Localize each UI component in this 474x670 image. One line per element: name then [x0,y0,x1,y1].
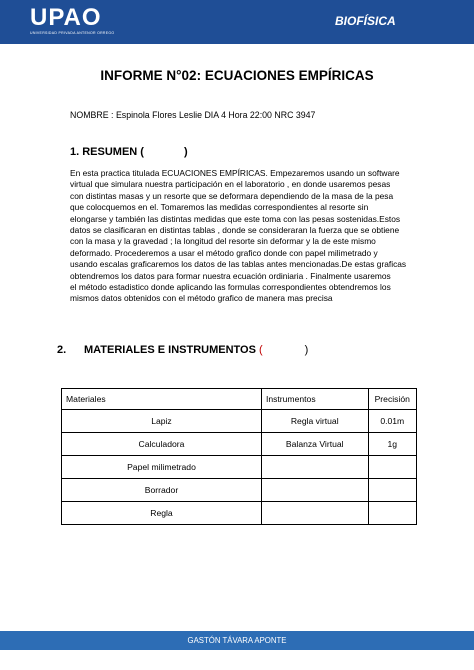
summary-line: el método estadistico donde aplicando las formulas correspondientes obtendremos los [70,282,391,293]
summary-line: que colocquemos en el. Tomaremos las medidas correspondientes al resorte sin [70,202,369,213]
cell-instrument [261,502,368,525]
page-header [0,0,474,44]
section2-paren-close: ) [304,344,309,356]
summary-line: con la masa y la gravedad ; la longitud del resorte sin deformar y la de este mismo [70,236,376,247]
summary-line: virtual que simulara nuestra participación en el laboratorio , en donde usaremos pesas [70,179,391,190]
section1-heading-close: ) [183,146,188,158]
table-row [62,433,417,456]
table-row [62,410,417,433]
cell-instrument: Regla virtual [261,410,368,433]
summary-line: datos se clasificaran en distintas tablas , donde se consideraran la fuerza que se obtiene [70,225,400,236]
cell-precision [368,479,416,502]
summary-line: obtendremos los datos para formar nuestra ecuación ordiniaria . Finalmente usaremos [70,270,391,281]
cell-instrument [261,456,368,479]
table-row [62,502,417,525]
page-footer: GASTÓN TÁVARA APONTE [0,631,474,650]
upao-logo [30,6,114,35]
cell-instrument [261,479,368,502]
table-header-row [62,389,417,410]
header-precision: Precisión [368,389,416,410]
logo-subtext: UNIVERSIDAD PRIVADA ANTENOR ORREGO [30,31,115,35]
summary-line: mismos datos obtenidos con el método grafico de manera mas precisa [70,293,333,304]
section2-heading-text: MATERIALES E INSTRUMENTOS [84,344,256,356]
cell-material: Calculadora [62,433,262,456]
cell-material: Borrador [62,479,262,502]
table-row [62,456,417,479]
section1-heading [70,146,188,158]
cell-precision: 1g [368,433,416,456]
logo-text: UPAO [30,4,102,31]
summary-line: En esta practica titulada ECUACIONES EMPÍRICAS. Empezaremos usando un software [70,168,400,178]
cell-precision: 0.01m [368,410,416,433]
section2-number: 2. [57,344,67,356]
summary-line: usando escalas graficaremos los datos de las tablas antes mencionadas.De estas graficas [70,259,407,270]
cell-material: Lapiz [62,410,262,433]
cell-precision [368,456,416,479]
section1-heading-text: 1. RESUMEN ( [70,146,144,158]
cell-instrument: Balanza Virtual [261,433,368,456]
report-title: INFORME N°02: ECUACIONES EMPÍRICAS [100,68,374,83]
course-title: BIOFÍSICA [335,14,396,28]
section2-paren-open: ( [259,344,263,356]
student-info-line: NOMBRE : Espinola Flores Leslie DIA 4 Hora 22:00 NRC 3947 [70,110,316,120]
section2-heading [84,344,308,356]
header-instrumentos: Instrumentos [261,389,368,410]
summary-line: elongarse y también las distintas medidas que este toma con las pesas sostenidas.Estos [70,213,401,224]
materials-table [61,388,417,525]
summary-paragraph [70,168,415,305]
table-row [62,479,417,502]
header-materiales: Materiales [62,389,262,410]
summary-line: deformado. Procederemos a usar el método grafico donde con papel milimetrado y [70,247,378,258]
cell-precision [368,502,416,525]
cell-material: Regla [62,502,262,525]
summary-line: con distintas masas y un resorte que se deformara dependiendo de la masa de la pesa [70,190,394,201]
cell-material: Papel milimetrado [62,456,262,479]
